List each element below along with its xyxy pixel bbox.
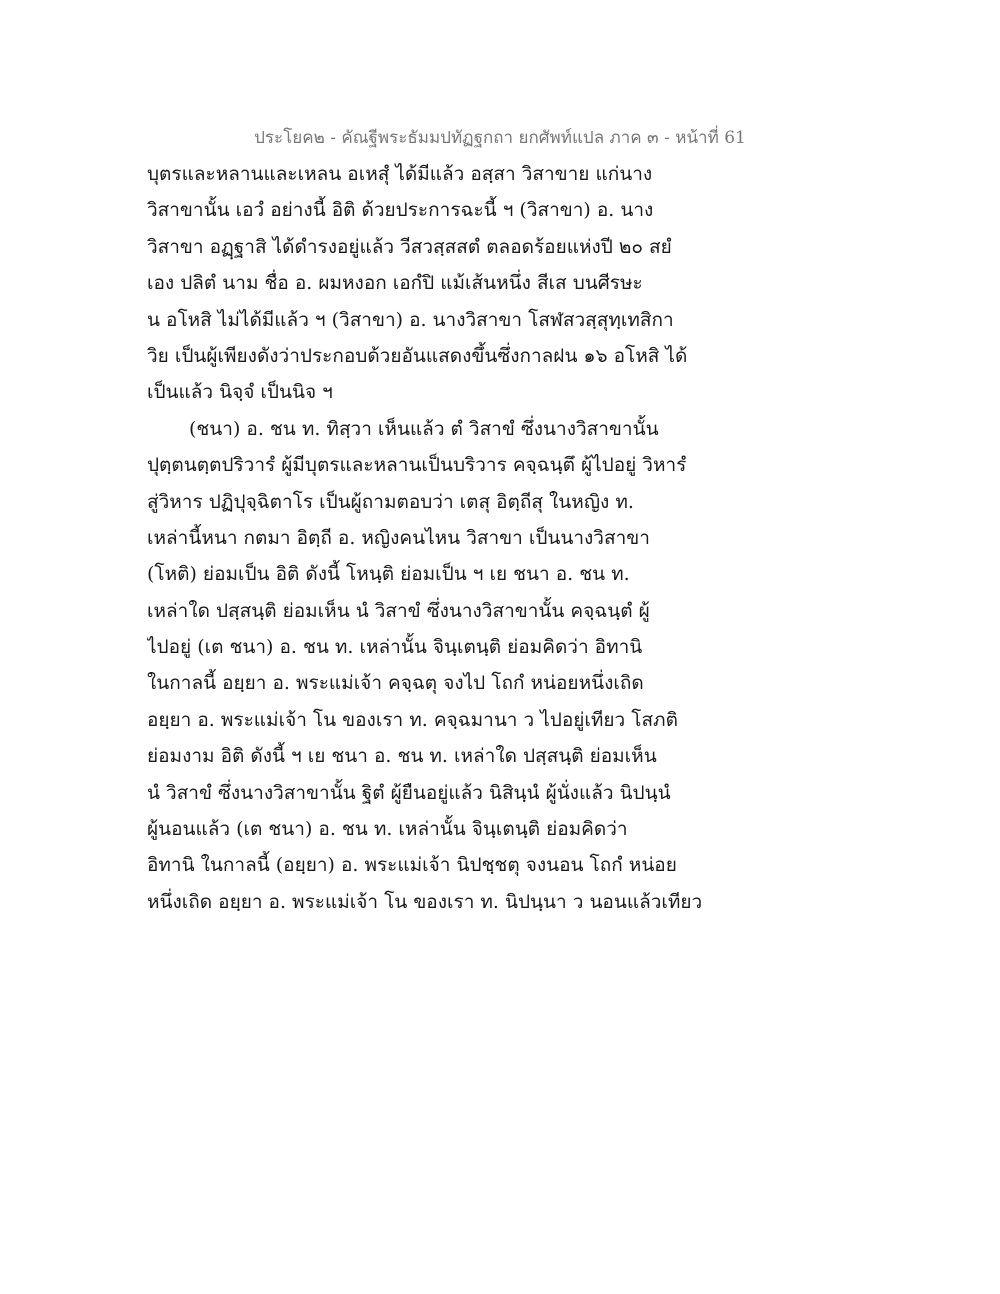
text-line: บุตรและหลานและเหลน อเหสุํ ได้มีแล้ว อสฺสา วิสาขาย แก่นาง — [147, 163, 653, 185]
body-text — [147, 156, 887, 920]
text-line: ในกาลนี้ อยฺยา อ. พระแม่เจ้า คจฺฉตุ จงไป โถกํ หน่อยหนึ่งเถิด — [147, 672, 644, 695]
text-line: วิสาขานั้น เอวํ อย่างนี้ อิติ ด้วยประการฉะนี้ ฯ (วิสาขา) อ. นาง — [147, 199, 654, 222]
text-line: ไปอยู่ (เต ชนา) อ. ชน ท. เหล่านั้น จินฺเตนฺติ ย่อมคิดว่า อิทานิ — [147, 636, 643, 659]
running-header-text: ประโยค๒ - คัณฐีพระธัมมปทัฏฐกถา ยกศัพท์แปล ภาค ๓ - หน้าที่ 61 — [254, 128, 746, 148]
text-line: หนึ่งเถิด อยฺยา อ. พระแม่เจ้า โน ของเรา ท. นิปนฺนา ว นอนแล้วเทียว — [147, 890, 703, 913]
text-line: เหล่าใด ปสฺสนฺติ ย่อมเห็น นํ วิสาขํ ซึ่งนางวิสาขานั้น คจฺฉนฺตํ ผู้ — [147, 599, 650, 622]
paragraph-start-line: (ชนา) อ. ชน ท. ทิสฺวา เห็นแล้ว ตํ วิสาขํ ซึ่งนางวิสาขานั้น — [189, 417, 659, 440]
text-line: สู่วิหาร ปฏิปุจฺฉิตาโร เป็นผู้ถามตอบว่า เตสุ อิตฺถีสุ ในหญิง ท. — [147, 490, 634, 513]
text-line: นํ วิสาขํ ซึ่งนางวิสาขานั้น ฐิตํ ผู้ยืนอยู่แล้ว นิสินฺนํ ผู้นั่งแล้ว นิปนฺนํ — [147, 781, 671, 804]
text-line: น อโหสิ ไม่ได้มีแล้ว ฯ (วิสาขา) อ. นางวิสาขา โสฬสวสฺสุทฺเทสิกา — [147, 308, 674, 331]
text-line: อิทานิ ในกาลนี้ (อยฺยา) อ. พระแม่เจ้า นิปชฺชตุ จงนอน โถกํ หน่อย — [147, 854, 677, 877]
text-line: ผู้นอนแล้ว (เต ชนา) อ. ชน ท. เหล่านั้น จินฺเตนฺติ ย่อมคิดว่า — [147, 818, 628, 841]
text-line: เหล่านี้หนา กตมา อิตฺถี อ. หญิงคนไหน วิสาขา เป็นนางวิสาขา — [147, 526, 650, 549]
running-header — [0, 124, 1000, 151]
text-line: วิย เป็นผู้เพียงดังว่าประกอบด้วยอันแสดงขึ้นซึ่งกาลฝน ๑๖ อโหสิ ได้ — [147, 344, 688, 367]
text-line: อยฺยา อ. พระแม่เจ้า โน ของเรา ท. คจฺฉมานา ว ไปอยู่เทียว โสภติ — [147, 708, 678, 731]
text-line: ปุตฺตนตฺตปริวารํ ผู้มีบุตรและหลานเป็นบริวาร คจฺฉนฺตึ ผู้ไปอยู่ วิหารํ — [147, 454, 687, 477]
text-line: เอง ปลิตํ นาม ชื่อ อ. ผมหงอก เอกํปิ แม้เส้นหนึ่ง สีเส บนศีรษะ — [147, 272, 643, 295]
text-line: ย่อมงาม อิติ ดังนี้ ฯ เย ชนา อ. ชน ท. เหล่าใด ปสฺสนฺติ ย่อมเห็น — [147, 745, 657, 768]
text-line: เป็นแล้ว นิจฺจํ เป็นนิจ ฯ — [147, 381, 333, 404]
text-line: วิสาขา อฏฺฐาสิ ได้ดำรงอยู่แล้ว วีสวสฺสสตํ ตลอดร้อยแห่งปี ๒๐ สยํ — [147, 235, 672, 258]
text-line: (โหติ) ย่อมเป็น อิติ ดังนี้ โหนฺติ ย่อมเป็น ฯ เย ชนา อ. ชน ท. — [147, 563, 630, 586]
